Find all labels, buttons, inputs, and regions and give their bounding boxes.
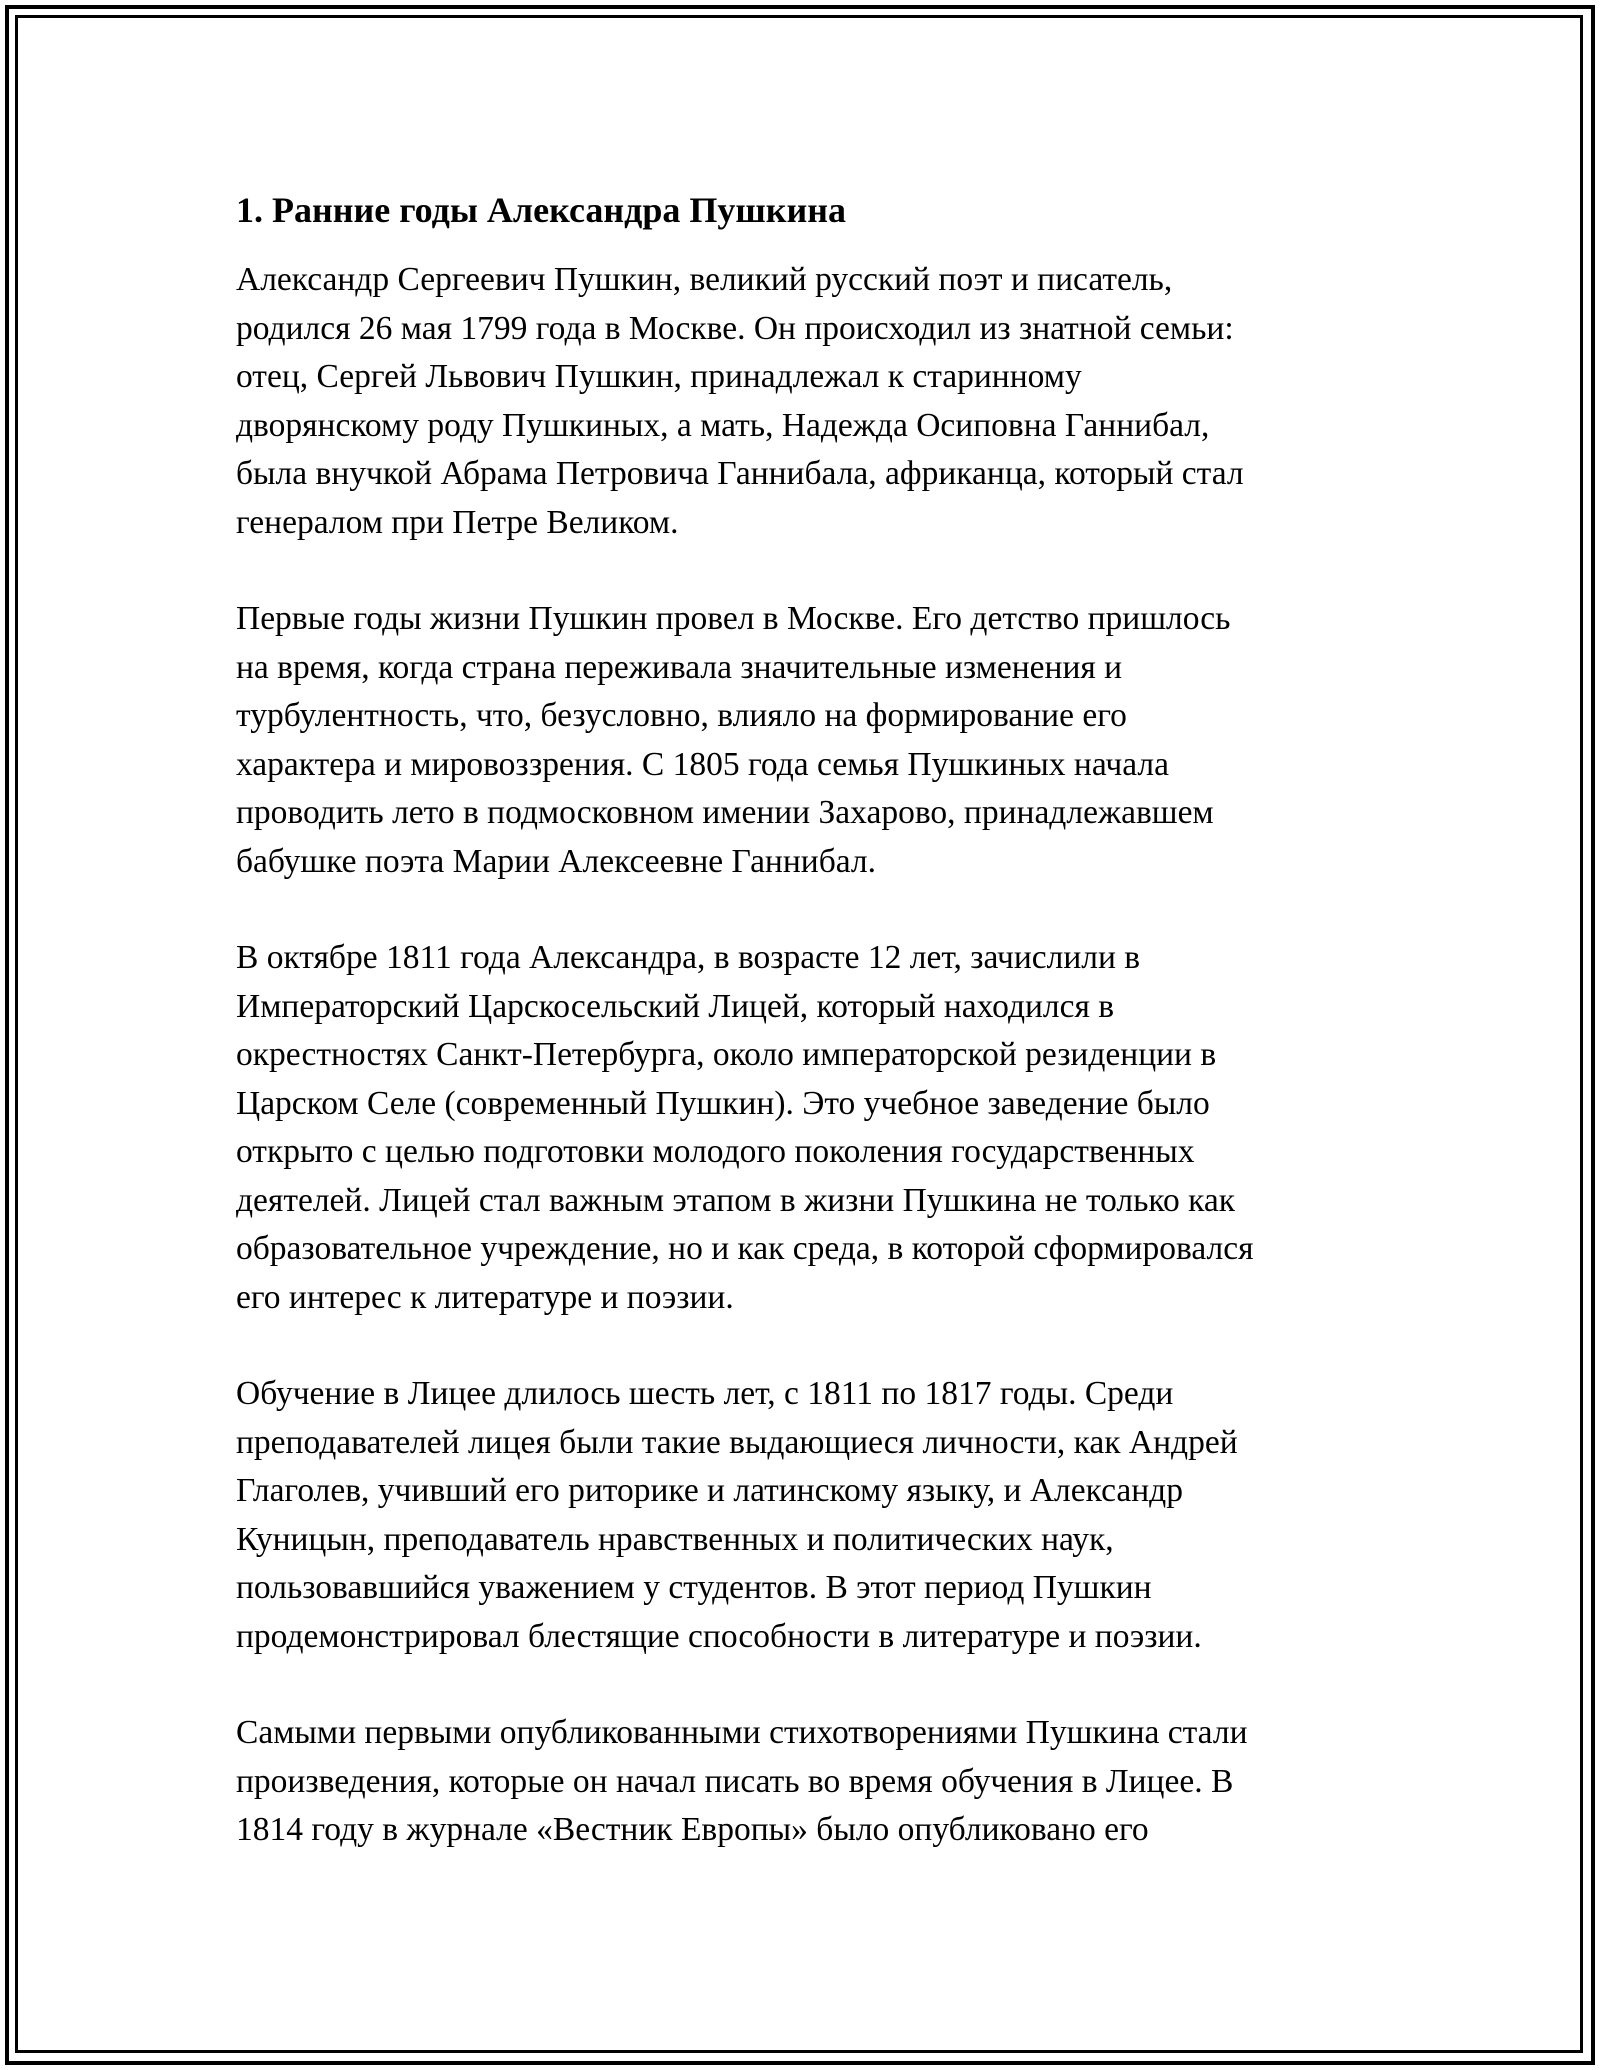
text-line: его интерес к литературе и поэзии. <box>236 1278 734 1316</box>
text-line: произведения, которые он начал писать во время обучения в Лицее. В <box>236 1762 1234 1800</box>
text-line: Царском Селе (современный Пушкин). Это учебное заведение было <box>236 1084 1210 1122</box>
text-line: продемонстрировал блестящие способности в литературе и поэзии. <box>236 1617 1202 1655</box>
text-line: родился 26 мая 1799 года в Москве. Он происходил из знатной семьи: <box>236 309 1234 347</box>
text-line: генералом при Петре Великом. <box>236 503 679 541</box>
text-line: Императорский Царскосельский Лицей, который находился в <box>236 987 1115 1025</box>
text-line: Глаголев, учивший его риторике и латинскому языку, и Александр <box>236 1472 1183 1509</box>
text-line: Александр Сергеевич Пушкин, великий русский поэт и писатель, <box>236 261 1173 298</box>
text-line: турбулентность, что, безусловно, влияло на формирование его <box>236 697 1127 734</box>
text-line: характера и мировоззрения. С 1805 года семья Пушкиных начала <box>236 745 1169 783</box>
paragraph-5 <box>236 1709 1396 1855</box>
text-line: проводить лето в подмосковном имении Захарово, принадлежавшем <box>236 794 1214 831</box>
text-line: открыто с целью подготовки молодого поколения государственных <box>236 1133 1195 1170</box>
text-line: пользовавшийся уважением у студентов. В этот период Пушкин <box>236 1569 1152 1606</box>
document-body <box>236 186 1396 1903</box>
text-line: 1814 году в журнале «Вестник Европы» было опубликовано его <box>236 1811 1149 1848</box>
text-line: образовательное учреждение, но и как среда, в которой сформировался <box>236 1230 1254 1267</box>
text-line: деятелей. Лицей стал важным этапом в жизни Пушкина не только как <box>236 1181 1236 1219</box>
text-line: Куницын, преподаватель нравственных и политических наук, <box>236 1520 1114 1558</box>
text-line: преподавателей лицея были такие выдающиеся личности, как Андрей <box>236 1423 1238 1461</box>
paragraph-1 <box>236 256 1396 547</box>
text-line: дворянскому роду Пушкиных, а мать, Надежда Осиповна Ганнибал, <box>236 406 1210 444</box>
text-line: отец, Сергей Львович Пушкин, принадлежал к старинному <box>236 358 1082 395</box>
paragraph-2 <box>236 595 1396 886</box>
paragraph-3 <box>236 934 1396 1322</box>
text-line: на время, когда страна переживала значительные изменения и <box>236 648 1123 686</box>
text-line: В октябре 1811 года Александра, в возрасте 12 лет, зачислили в <box>236 939 1141 976</box>
paragraph-4 <box>236 1370 1396 1661</box>
text-line: была внучкой Абрама Петровича Ганнибала, африканца, который стал <box>236 455 1244 492</box>
section-heading: 1. Ранние годы Александра Пушкина <box>236 190 846 230</box>
text-line: бабушке поэта Марии Алексеевне Ганнибал. <box>236 842 877 880</box>
text-line: Первые годы жизни Пушкин провел в Москве. Его детство пришлось <box>236 600 1231 637</box>
text-line: окрестностях Санкт-Петербурга, около императорской резиденции в <box>236 1036 1217 1073</box>
text-line: Обучение в Лицее длилось шесть лет, с 1811 по 1817 годы. Среди <box>236 1375 1174 1412</box>
text-line: Самыми первыми опубликованными стихотворениями Пушкина стали <box>236 1714 1248 1751</box>
